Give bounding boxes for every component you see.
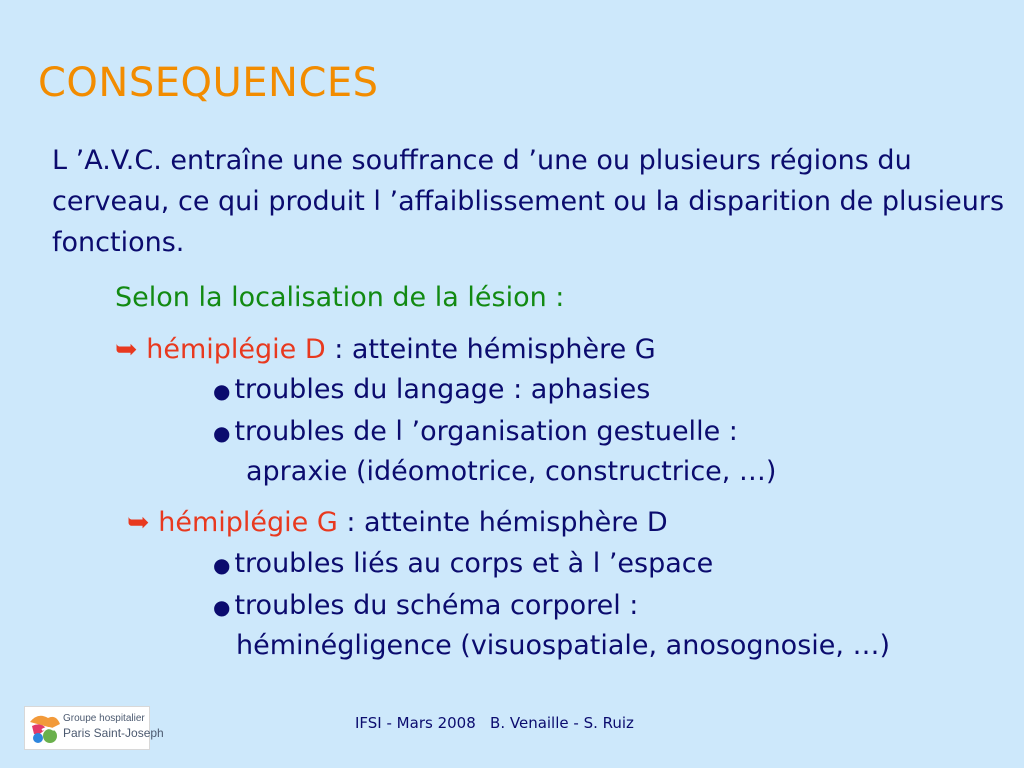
arrow-icon: ➥ [127, 507, 150, 538]
bullet-icon: ● [213, 553, 231, 577]
bullet-icon: ● [213, 379, 231, 403]
bullet-text: troubles liés au corps et à l ’espace [234, 548, 714, 579]
section-desc-1: : atteinte hémisphère G [325, 334, 656, 365]
intro-paragraph: L ’A.V.C. entraîne une souffrance d ’une ou plusieurs régions du cerveau, ce qui produit l ’affaiblissement ou la disparition de plusieurs fonctions. [52, 145, 1005, 258]
bullet-icon: ● [213, 595, 231, 619]
bullet-text: troubles du schéma corporel : [234, 590, 639, 621]
section-heading-2 [127, 507, 668, 538]
list-item [213, 374, 650, 405]
list-item [213, 590, 638, 621]
logo-line-1: Groupe hospitalier [63, 713, 145, 724]
section-desc-2: : atteinte hémisphère D [337, 507, 668, 538]
subheading: Selon la localisation de la lésion : [115, 282, 565, 313]
arrow-icon: ➥ [115, 334, 138, 365]
footer-text: IFSI - Mars 2008 B. Venaille - S. Ruiz [355, 714, 634, 732]
logo-mark-icon [28, 710, 62, 746]
section-heading-1 [115, 334, 656, 365]
logo-line-2: Paris Saint-Joseph [63, 726, 164, 740]
list-item [213, 548, 713, 579]
bullet-text: troubles de l ’organisation gestuelle : [234, 416, 738, 447]
list-item [213, 416, 738, 447]
section-label-2: hémiplégie G [158, 507, 338, 538]
bullet-icon: ● [213, 421, 231, 445]
continuation-text-2: héminégligence (visuospatiale, anosognosie, …) [236, 630, 891, 661]
bullet-text: troubles du langage : aphasies [234, 374, 651, 405]
continuation-text-1: apraxie (idéomotrice, constructrice, …) [246, 456, 777, 487]
slide-title: CONSEQUENCES [38, 60, 379, 106]
hospital-logo [24, 706, 164, 750]
section-label-1: hémiplégie D [146, 334, 326, 365]
